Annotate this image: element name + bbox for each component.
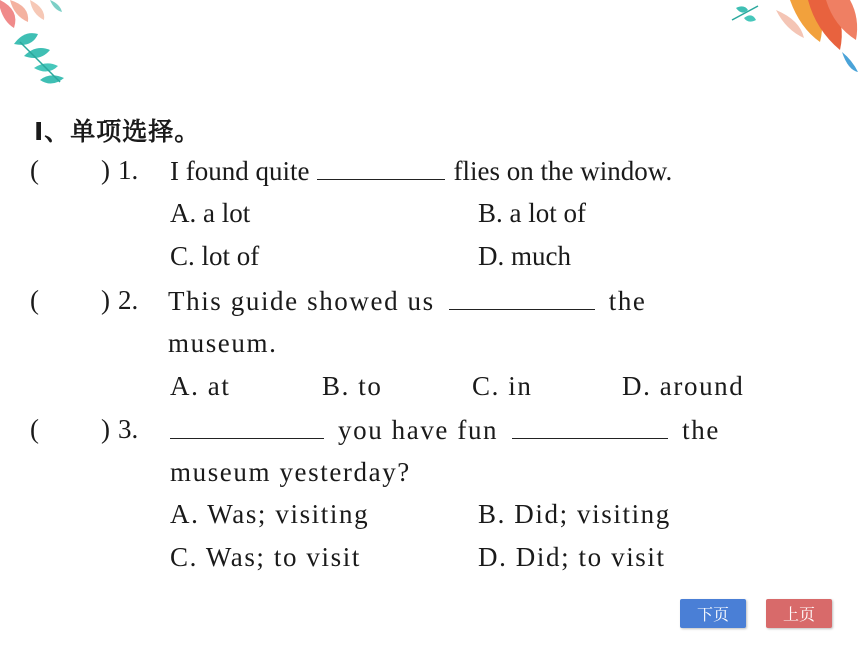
answer-blank bbox=[449, 287, 595, 310]
answer-blank bbox=[317, 157, 445, 180]
leaf-decoration-right bbox=[730, 0, 860, 75]
option-a: A. a lot bbox=[170, 198, 251, 228]
question-stem-continued: museum. bbox=[168, 328, 278, 358]
option-b: B. to bbox=[322, 371, 383, 401]
option-d: D. around bbox=[622, 371, 745, 401]
answer-paren-open: ( bbox=[30, 155, 39, 185]
answer-blank bbox=[512, 416, 668, 439]
question-stem bbox=[168, 287, 647, 315]
answer-paren-close: ) bbox=[101, 155, 110, 185]
question-number: 3. bbox=[118, 414, 139, 444]
question-number: 2. bbox=[118, 285, 139, 315]
next-page-button[interactable]: 下页 bbox=[680, 599, 746, 628]
option-b: B. Did; visiting bbox=[478, 499, 671, 529]
answer-blank bbox=[170, 416, 324, 439]
answer-paren-open: ( bbox=[30, 285, 39, 315]
option-d: D. Did; to visit bbox=[478, 542, 666, 572]
previous-page-button[interactable]: 上页 bbox=[766, 599, 832, 628]
stem-text: This guide showed us bbox=[168, 286, 435, 316]
stem-text: flies on the window. bbox=[453, 156, 673, 186]
option-c: C. lot of bbox=[170, 241, 260, 271]
stem-text: I found quite bbox=[170, 156, 310, 186]
question-stem-continued: museum yesterday? bbox=[170, 457, 411, 487]
option-d: D. much bbox=[478, 241, 571, 271]
option-c: C. Was; to visit bbox=[170, 542, 361, 572]
stem-text: the bbox=[682, 415, 720, 445]
option-b: B. a lot of bbox=[478, 198, 586, 228]
answer-paren-open: ( bbox=[30, 414, 39, 444]
option-a: A. at bbox=[170, 371, 231, 401]
question-number: 1. bbox=[118, 155, 139, 185]
section-heading: Ⅰ、单项选择。 bbox=[34, 117, 201, 146]
stem-text: the bbox=[608, 286, 647, 316]
option-c: C. in bbox=[472, 371, 533, 401]
leaf-decoration-left bbox=[0, 0, 80, 90]
answer-paren-close: ) bbox=[101, 285, 110, 315]
question-stem bbox=[170, 416, 720, 444]
answer-paren-close: ) bbox=[101, 414, 110, 444]
option-a: A. Was; visiting bbox=[170, 499, 370, 529]
stem-text: you have fun bbox=[338, 415, 499, 445]
question-stem bbox=[170, 157, 672, 185]
